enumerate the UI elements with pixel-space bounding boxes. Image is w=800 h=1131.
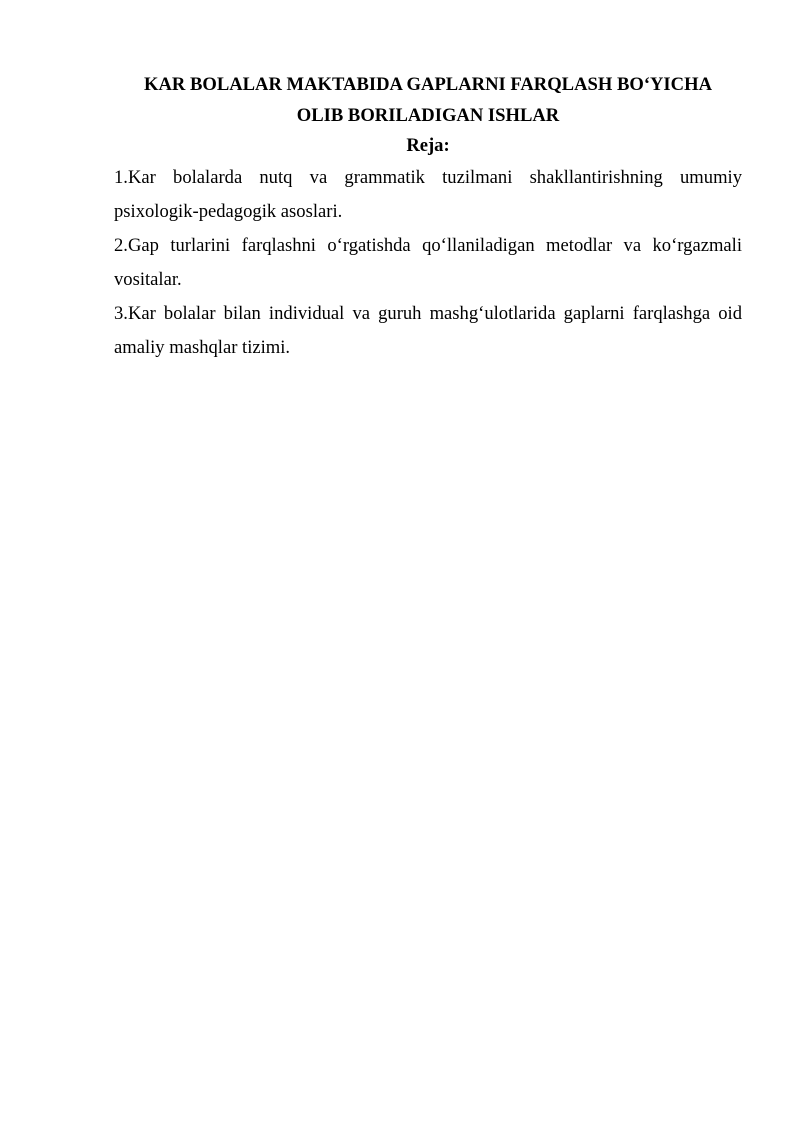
plan-item-3: 3.Kar bolalar bilan individual va guruh mashg‘ulotlarida gaplarni farqlashga oid amaliy mashqlar tizimi. [114,303,742,358]
plan-heading: Reja: [406,135,450,156]
plan-item-1: 1.Kar bolalarda nutq va grammatik tuzilmani shakllantirishning umumiy psixologik-pedagogik asoslari. [114,167,742,222]
plan-list [114,161,742,365]
document-title [114,69,742,131]
document-page [114,69,742,365]
plan-item-2: 2.Gap turlarini farqlashni o‘rgatishda qo‘llaniladigan metodlar va ko‘rgazmali vositalar. [114,235,742,290]
document-title-line-1: KAR BOLALAR MAKTABIDA GAPLARNI FARQLASH BO‘YICHA [143,74,712,95]
document-title-line-2: OLIB BORILADIGAN ISHLAR [296,105,560,126]
